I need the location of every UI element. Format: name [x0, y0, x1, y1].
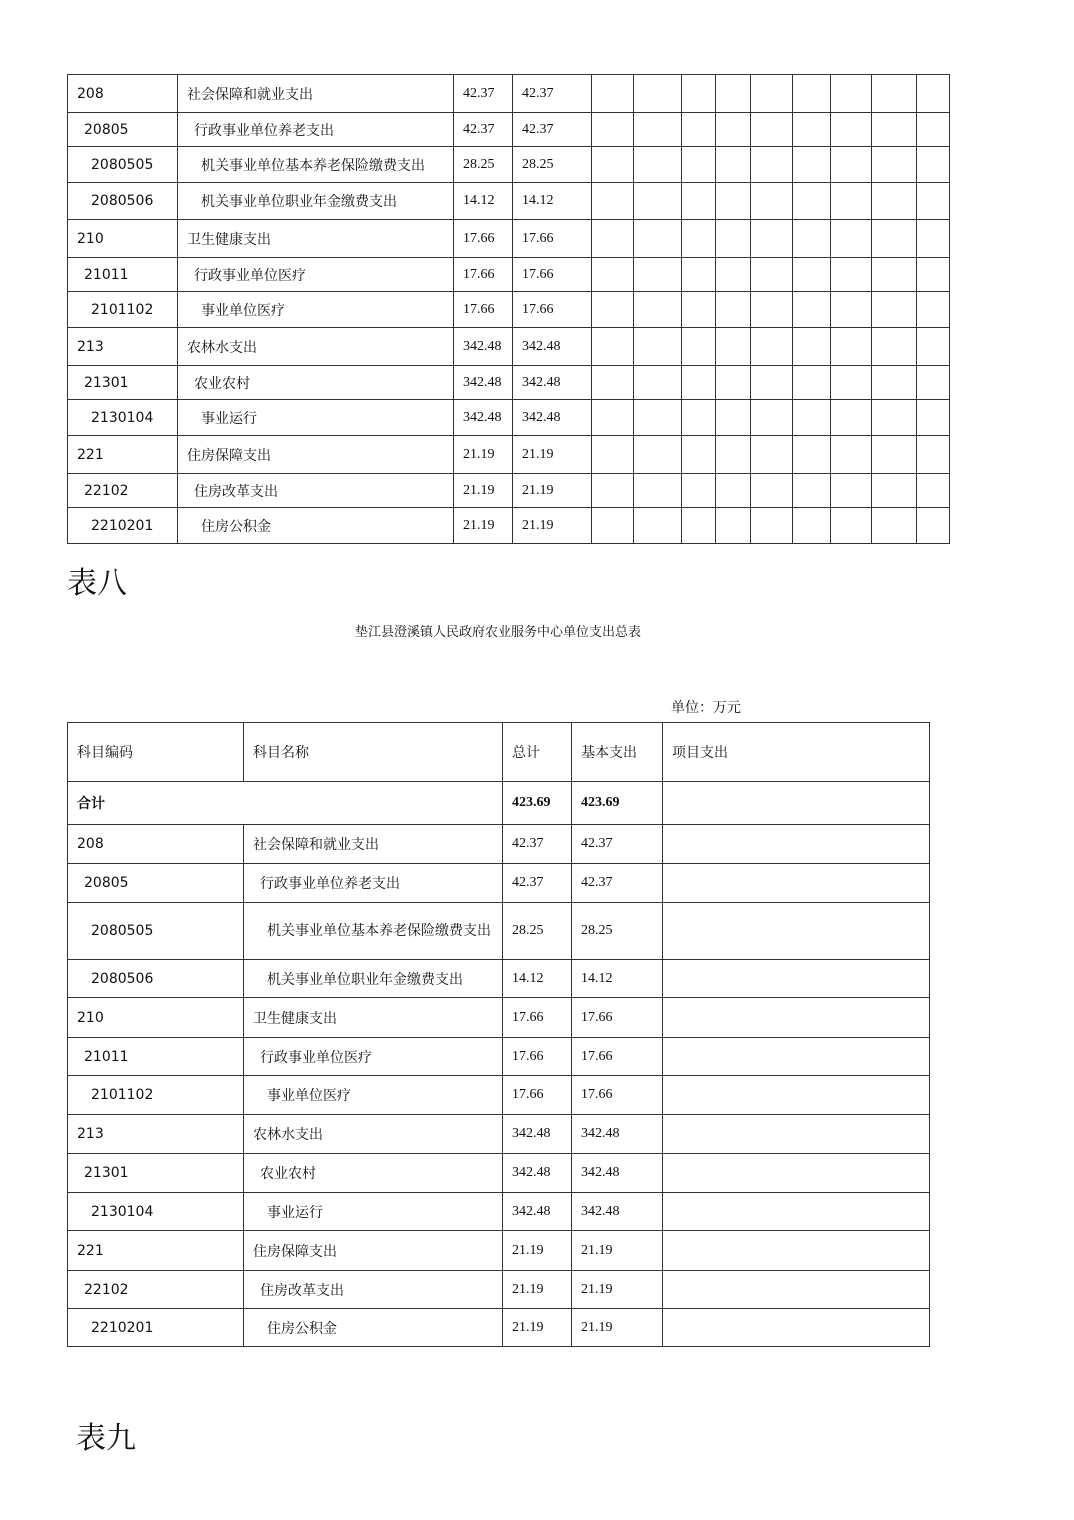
- row-code: 210: [68, 220, 178, 258]
- row-basic: 17.66: [572, 1038, 663, 1076]
- row-name: 行政事业单位养老支出: [178, 113, 454, 147]
- table-row: [68, 864, 930, 903]
- empty-cell: [917, 366, 950, 400]
- empty-cell: [872, 113, 917, 147]
- row-total: 21.19: [503, 1231, 572, 1271]
- empty-cell: [716, 220, 751, 258]
- empty-cell: [716, 328, 751, 366]
- row-total: 342.48: [503, 1154, 572, 1193]
- table-row: [68, 400, 950, 436]
- row-code: 20805: [68, 864, 244, 903]
- empty-cell: [831, 508, 872, 544]
- row-name: 事业运行: [244, 1193, 503, 1231]
- table-row: [68, 183, 950, 220]
- row-basic: 342.48: [513, 400, 592, 436]
- empty-cell: [716, 292, 751, 328]
- row-total: 21.19: [454, 474, 513, 508]
- empty-cell: [831, 400, 872, 436]
- empty-cell: [872, 436, 917, 474]
- row-code: 2080505: [68, 903, 244, 960]
- table-row: [68, 75, 950, 113]
- table-row: [68, 1231, 930, 1271]
- row-name: 农林水支出: [244, 1115, 503, 1154]
- empty-cell: [682, 400, 716, 436]
- empty-cell: [634, 436, 682, 474]
- empty-cell: [831, 75, 872, 113]
- row-total: 14.12: [454, 183, 513, 220]
- empty-cell: [872, 258, 917, 292]
- row-code: 221: [68, 436, 178, 474]
- row-basic: 17.66: [572, 998, 663, 1038]
- row-basic: 28.25: [572, 903, 663, 960]
- empty-cell: [872, 508, 917, 544]
- row-total: 342.48: [454, 366, 513, 400]
- row-name: 农林水支出: [178, 328, 454, 366]
- empty-cell: [831, 220, 872, 258]
- empty-cell: [634, 258, 682, 292]
- empty-cell: [682, 75, 716, 113]
- row-total: 17.66: [503, 1038, 572, 1076]
- row-basic: 17.66: [572, 1076, 663, 1115]
- row-total: 21.19: [454, 508, 513, 544]
- empty-cell: [793, 366, 831, 400]
- empty-cell: [592, 328, 634, 366]
- empty-cell: [917, 474, 950, 508]
- row-basic: 42.37: [513, 75, 592, 113]
- empty-cell: [793, 147, 831, 183]
- empty-cell: [917, 400, 950, 436]
- row-name: 行政事业单位医疗: [244, 1038, 503, 1076]
- empty-cell: [872, 220, 917, 258]
- empty-cell: [682, 328, 716, 366]
- empty-cell: [592, 400, 634, 436]
- empty-cell: [917, 292, 950, 328]
- empty-cell: [592, 292, 634, 328]
- empty-cell: [716, 75, 751, 113]
- empty-cell: [634, 508, 682, 544]
- table-title: 垫江县澄溪镇人民政府农业服务中心单位支出总表: [354, 625, 641, 640]
- empty-cell: [592, 75, 634, 113]
- row-name: 机关事业单位职业年金缴费支出: [244, 960, 503, 998]
- table-row: [68, 1154, 930, 1193]
- row-total: 342.48: [454, 400, 513, 436]
- row-basic: 17.66: [513, 292, 592, 328]
- empty-cell: [751, 147, 793, 183]
- empty-cell: [917, 183, 950, 220]
- row-code: 22102: [68, 1271, 244, 1309]
- empty-cell: [831, 328, 872, 366]
- table-row: [68, 960, 930, 998]
- empty-cell: [634, 183, 682, 220]
- table-header-row: [68, 723, 930, 782]
- table-row: [68, 366, 950, 400]
- row-name: 行政事业单位养老支出: [244, 864, 503, 903]
- row-code: 208: [68, 75, 178, 113]
- empty-cell: [682, 147, 716, 183]
- empty-cell: [592, 113, 634, 147]
- empty-cell: [793, 400, 831, 436]
- table-row: [68, 474, 950, 508]
- empty-cell: [831, 436, 872, 474]
- empty-cell: [751, 436, 793, 474]
- empty-cell: [751, 220, 793, 258]
- empty-cell: [872, 328, 917, 366]
- empty-cell: [751, 183, 793, 220]
- row-code: 2210201: [68, 1309, 244, 1347]
- empty-cell: [716, 366, 751, 400]
- row-project: [663, 1193, 930, 1231]
- row-basic: 21.19: [513, 436, 592, 474]
- sum-project: [663, 782, 930, 825]
- empty-cell: [716, 436, 751, 474]
- row-name: 农业农村: [178, 366, 454, 400]
- empty-cell: [716, 183, 751, 220]
- empty-cell: [751, 113, 793, 147]
- empty-cell: [592, 258, 634, 292]
- empty-cell: [682, 292, 716, 328]
- empty-cell: [917, 220, 950, 258]
- empty-cell: [751, 258, 793, 292]
- row-basic: 21.19: [572, 1309, 663, 1347]
- row-code: 2080505: [68, 147, 178, 183]
- row-basic: 21.19: [513, 508, 592, 544]
- row-project: [663, 1038, 930, 1076]
- row-name: 住房保障支出: [244, 1231, 503, 1271]
- row-total: 21.19: [454, 436, 513, 474]
- row-code: 21011: [68, 258, 178, 292]
- empty-cell: [831, 258, 872, 292]
- empty-cell: [716, 258, 751, 292]
- row-code: 22102: [68, 474, 178, 508]
- row-name: 住房保障支出: [178, 436, 454, 474]
- row-basic: 21.19: [513, 474, 592, 508]
- table-row: [68, 1115, 930, 1154]
- empty-cell: [872, 183, 917, 220]
- table-row: [68, 998, 930, 1038]
- empty-cell: [592, 436, 634, 474]
- row-total: 17.66: [503, 998, 572, 1038]
- row-name: 农业农村: [244, 1154, 503, 1193]
- empty-cell: [751, 508, 793, 544]
- table-row: [68, 1309, 930, 1347]
- row-code: 221: [68, 1231, 244, 1271]
- empty-cell: [716, 147, 751, 183]
- row-code: 21011: [68, 1038, 244, 1076]
- row-code: 210: [68, 998, 244, 1038]
- row-code: 208: [68, 825, 244, 864]
- previous-table: [67, 74, 950, 544]
- empty-cell: [872, 366, 917, 400]
- header-basic: 基本支出: [572, 723, 663, 782]
- row-name: 事业运行: [178, 400, 454, 436]
- row-total: 28.25: [503, 903, 572, 960]
- row-total: 42.37: [454, 113, 513, 147]
- empty-cell: [917, 113, 950, 147]
- table-row: [68, 1271, 930, 1309]
- empty-cell: [682, 258, 716, 292]
- row-code: 213: [68, 1115, 244, 1154]
- empty-cell: [592, 147, 634, 183]
- empty-cell: [682, 508, 716, 544]
- row-name: 住房公积金: [244, 1309, 503, 1347]
- empty-cell: [751, 292, 793, 328]
- row-code: 2080506: [68, 183, 178, 220]
- row-project: [663, 998, 930, 1038]
- row-basic: 342.48: [572, 1154, 663, 1193]
- empty-cell: [751, 400, 793, 436]
- empty-cell: [872, 75, 917, 113]
- row-name: 卫生健康支出: [178, 220, 454, 258]
- empty-cell: [793, 508, 831, 544]
- table-row: [68, 1076, 930, 1115]
- empty-cell: [592, 366, 634, 400]
- table-row: [68, 292, 950, 328]
- row-basic: 21.19: [572, 1271, 663, 1309]
- empty-cell: [751, 366, 793, 400]
- expenditure-summary-table: [67, 722, 930, 1347]
- table-row: [68, 825, 930, 864]
- row-total: 17.66: [454, 258, 513, 292]
- empty-cell: [831, 113, 872, 147]
- empty-cell: [793, 183, 831, 220]
- empty-cell: [793, 474, 831, 508]
- unit-label: 单位：万元: [671, 700, 741, 716]
- row-name: 住房改革支出: [178, 474, 454, 508]
- row-code: 2080506: [68, 960, 244, 998]
- empty-cell: [793, 328, 831, 366]
- empty-cell: [634, 113, 682, 147]
- table-row: [68, 436, 950, 474]
- header-name: 科目名称: [244, 723, 503, 782]
- empty-cell: [793, 113, 831, 147]
- row-total: 28.25: [454, 147, 513, 183]
- row-code: 20805: [68, 113, 178, 147]
- empty-cell: [682, 220, 716, 258]
- row-basic: 42.37: [572, 864, 663, 903]
- empty-cell: [872, 292, 917, 328]
- header-total: 总计: [503, 723, 572, 782]
- sum-label: 合计: [68, 782, 503, 825]
- empty-cell: [917, 328, 950, 366]
- row-project: [663, 1115, 930, 1154]
- empty-cell: [634, 328, 682, 366]
- empty-cell: [831, 292, 872, 328]
- row-total: 17.66: [454, 220, 513, 258]
- row-basic: 342.48: [513, 366, 592, 400]
- row-project: [663, 1154, 930, 1193]
- empty-cell: [682, 474, 716, 508]
- empty-cell: [634, 220, 682, 258]
- row-name: 社会保障和就业支出: [178, 75, 454, 113]
- empty-cell: [831, 147, 872, 183]
- row-total: 42.37: [503, 825, 572, 864]
- row-name: 住房公积金: [178, 508, 454, 544]
- row-basic: 21.19: [572, 1231, 663, 1271]
- row-project: [663, 1271, 930, 1309]
- sum-total: 423.69: [503, 782, 572, 825]
- empty-cell: [793, 436, 831, 474]
- empty-cell: [751, 474, 793, 508]
- row-name: 机关事业单位基本养老保险缴费支出: [244, 903, 503, 960]
- row-total: 42.37: [454, 75, 513, 113]
- empty-cell: [682, 366, 716, 400]
- empty-cell: [634, 292, 682, 328]
- row-project: [663, 1076, 930, 1115]
- row-project: [663, 960, 930, 998]
- empty-cell: [634, 366, 682, 400]
- row-basic: 342.48: [513, 328, 592, 366]
- empty-cell: [592, 183, 634, 220]
- section-heading-9: 表九: [76, 1421, 136, 1456]
- row-total: 342.48: [503, 1193, 572, 1231]
- header-project: 项目支出: [663, 723, 930, 782]
- table-row: [68, 113, 950, 147]
- sum-basic: 423.69: [572, 782, 663, 825]
- row-project: [663, 864, 930, 903]
- empty-cell: [793, 220, 831, 258]
- row-name: 机关事业单位基本养老保险缴费支出: [178, 147, 454, 183]
- row-basic: 14.12: [513, 183, 592, 220]
- row-project: [663, 825, 930, 864]
- row-name: 社会保障和就业支出: [244, 825, 503, 864]
- row-code: 213: [68, 328, 178, 366]
- table-row: [68, 258, 950, 292]
- table-row: [68, 220, 950, 258]
- empty-cell: [716, 474, 751, 508]
- empty-cell: [716, 113, 751, 147]
- empty-cell: [592, 220, 634, 258]
- row-basic: 42.37: [572, 825, 663, 864]
- empty-cell: [917, 147, 950, 183]
- row-total: 21.19: [503, 1309, 572, 1347]
- table-row: [68, 508, 950, 544]
- header-code: 科目编码: [68, 723, 244, 782]
- row-code: 2101102: [68, 1076, 244, 1115]
- empty-cell: [831, 183, 872, 220]
- row-total: 342.48: [503, 1115, 572, 1154]
- row-code: 21301: [68, 1154, 244, 1193]
- row-basic: 17.66: [513, 258, 592, 292]
- empty-cell: [592, 508, 634, 544]
- row-code: 2130104: [68, 1193, 244, 1231]
- table-row: [68, 1193, 930, 1231]
- empty-cell: [634, 474, 682, 508]
- table-row: [68, 147, 950, 183]
- empty-cell: [682, 113, 716, 147]
- section-heading-8: 表八: [67, 566, 127, 601]
- row-total: 342.48: [454, 328, 513, 366]
- empty-cell: [634, 400, 682, 436]
- sum-row: [68, 782, 930, 825]
- empty-cell: [793, 258, 831, 292]
- empty-cell: [751, 328, 793, 366]
- row-total: 42.37: [503, 864, 572, 903]
- empty-cell: [592, 474, 634, 508]
- row-basic: 342.48: [572, 1115, 663, 1154]
- empty-cell: [793, 292, 831, 328]
- row-project: [663, 903, 930, 960]
- row-basic: 14.12: [572, 960, 663, 998]
- row-total: 21.19: [503, 1271, 572, 1309]
- row-basic: 28.25: [513, 147, 592, 183]
- empty-cell: [682, 183, 716, 220]
- row-basic: 42.37: [513, 113, 592, 147]
- row-basic: 17.66: [513, 220, 592, 258]
- empty-cell: [872, 147, 917, 183]
- row-project: [663, 1309, 930, 1347]
- empty-cell: [716, 400, 751, 436]
- empty-cell: [793, 75, 831, 113]
- row-project: [663, 1231, 930, 1271]
- empty-cell: [831, 474, 872, 508]
- row-name: 机关事业单位职业年金缴费支出: [178, 183, 454, 220]
- table-row: [68, 328, 950, 366]
- table-row: [68, 1038, 930, 1076]
- empty-cell: [751, 75, 793, 113]
- row-code: 21301: [68, 366, 178, 400]
- empty-cell: [917, 258, 950, 292]
- row-name: 行政事业单位医疗: [178, 258, 454, 292]
- empty-cell: [634, 147, 682, 183]
- table-row: [68, 903, 930, 960]
- empty-cell: [917, 75, 950, 113]
- empty-cell: [831, 366, 872, 400]
- row-total: 14.12: [503, 960, 572, 998]
- row-code: 2101102: [68, 292, 178, 328]
- row-code: 2130104: [68, 400, 178, 436]
- row-name: 卫生健康支出: [244, 998, 503, 1038]
- empty-cell: [917, 436, 950, 474]
- empty-cell: [872, 474, 917, 508]
- row-total: 17.66: [454, 292, 513, 328]
- row-total: 17.66: [503, 1076, 572, 1115]
- empty-cell: [917, 508, 950, 544]
- row-name: 事业单位医疗: [244, 1076, 503, 1115]
- row-name: 事业单位医疗: [178, 292, 454, 328]
- empty-cell: [716, 508, 751, 544]
- row-basic: 342.48: [572, 1193, 663, 1231]
- row-name: 住房改革支出: [244, 1271, 503, 1309]
- row-code: 2210201: [68, 508, 178, 544]
- empty-cell: [682, 436, 716, 474]
- empty-cell: [634, 75, 682, 113]
- empty-cell: [872, 400, 917, 436]
